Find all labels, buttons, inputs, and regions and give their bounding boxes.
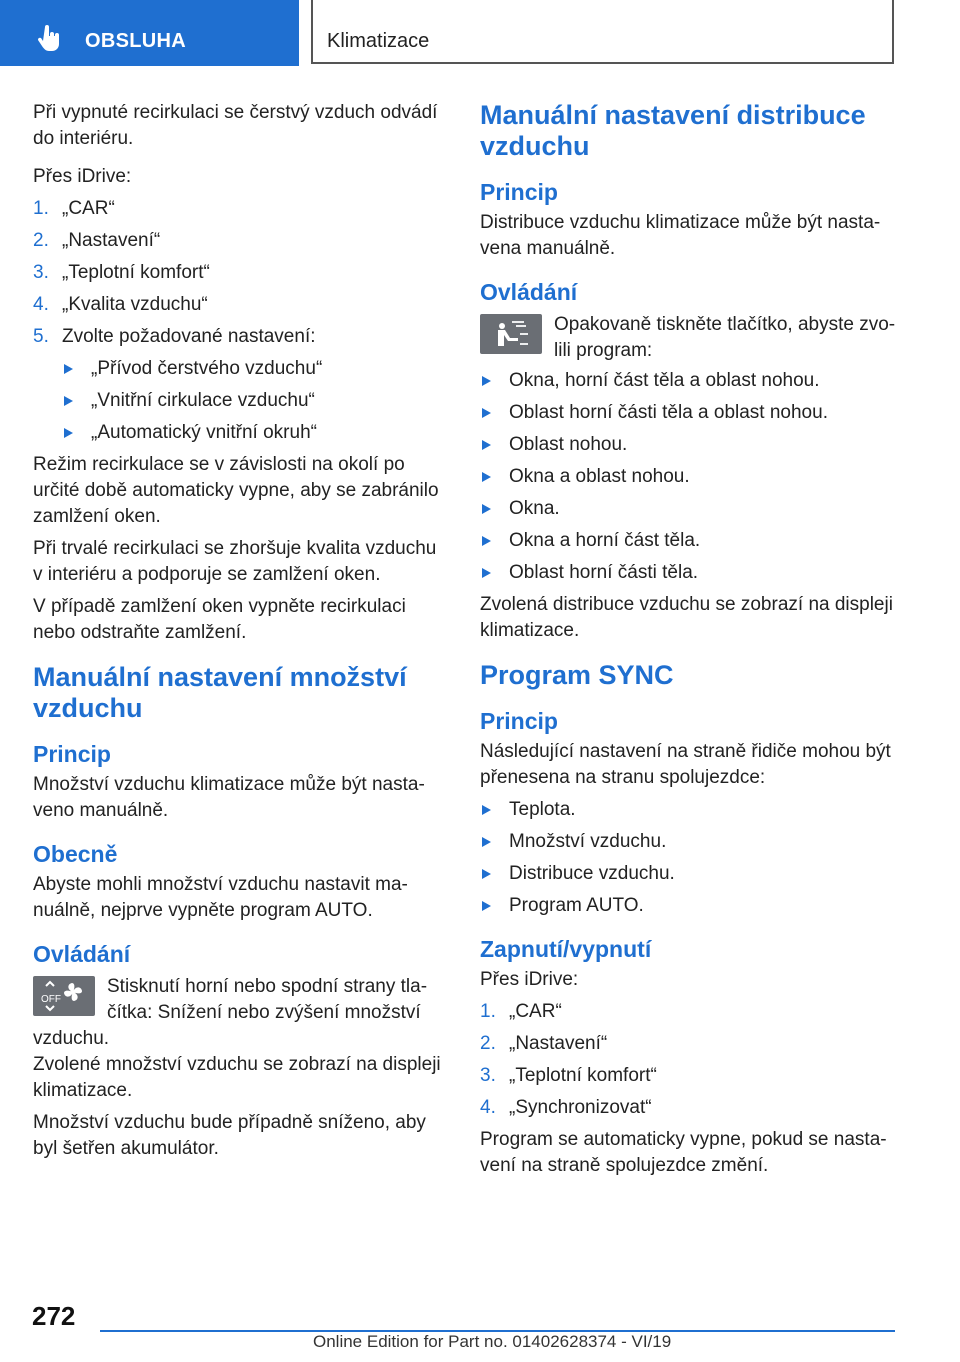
triangle-bullet-icon bbox=[482, 376, 491, 386]
step-number: 1. bbox=[33, 198, 49, 219]
heading-manual-distribution: Manuální nastavení distribuce vzduchu bbox=[480, 100, 866, 161]
step-number: 2. bbox=[33, 230, 49, 251]
step-item bbox=[33, 260, 448, 286]
triangle-bullet-icon bbox=[482, 837, 491, 847]
step-text: „CAR“ bbox=[62, 198, 115, 219]
step-text: „Nastavení“ bbox=[62, 230, 161, 251]
triangle-bullet-icon bbox=[482, 805, 491, 815]
program-text: Okna. bbox=[509, 498, 560, 519]
triangle-bullet-icon bbox=[482, 504, 491, 514]
list-item bbox=[480, 893, 900, 919]
list-item bbox=[480, 560, 900, 586]
sync-item-text: Množství vzduchu. bbox=[509, 831, 667, 852]
triangle-bullet-icon bbox=[482, 901, 491, 911]
triangle-bullet-icon bbox=[482, 408, 491, 418]
heading-obecne: Obecně bbox=[33, 841, 118, 867]
list-item bbox=[480, 368, 900, 394]
step-item bbox=[33, 324, 448, 350]
list-item bbox=[480, 464, 900, 490]
hand-pointer-icon bbox=[36, 24, 64, 52]
triangle-bullet-icon bbox=[64, 428, 73, 438]
step-text: „Kvalita vzduchu“ bbox=[62, 294, 208, 315]
triangle-bullet-icon bbox=[64, 364, 73, 374]
triangle-bullet-icon bbox=[482, 440, 491, 450]
obecne-text: Abyste mohli množství vzduchu nastavit manuálně, nejprve vypněte program AUTO. bbox=[33, 874, 408, 921]
recirc-permanent-text: Při trvalé recirkulaci se zhoršuje kvalita vzduchu v interiéru a podporuje se zamlžení oken. bbox=[33, 538, 437, 585]
step-number: 1. bbox=[480, 1001, 496, 1022]
sync-item-text: Teplota. bbox=[509, 799, 576, 820]
icon-off-text: OFF bbox=[41, 994, 61, 1005]
list-item bbox=[480, 861, 900, 887]
step-item bbox=[480, 1031, 900, 1057]
program-text: Oblast horní části těla. bbox=[509, 562, 699, 583]
heading-sync: Program SYNC bbox=[480, 660, 674, 690]
heading-manual-air-quantity: Manuální nastavení množství vzduchu bbox=[33, 662, 407, 723]
idrive-steps bbox=[33, 196, 448, 350]
triangle-bullet-icon bbox=[482, 568, 491, 578]
ovladani-text: Stisknutí horní nebo spodní strany tlačítka: Snížení nebo zvýšení množství vzduchu. bbox=[33, 976, 428, 1049]
page-number: 272 bbox=[32, 1301, 76, 1331]
step-text: „CAR“ bbox=[509, 1001, 562, 1022]
idrive-steps bbox=[480, 999, 900, 1121]
step-item bbox=[480, 1063, 900, 1089]
edition-footer: Online Edition for Part no. 01402628374 - VI/19 bbox=[313, 1332, 672, 1351]
heading-ovladani: Ovládání bbox=[33, 941, 131, 967]
fan-button-icon bbox=[33, 976, 95, 1016]
display-text: Zvolená distribuce vzduchu se zobrazí na displeji klimatizace. bbox=[480, 594, 893, 641]
chapter-tab[interactable] bbox=[311, 0, 894, 64]
step-text: „Nastavení“ bbox=[509, 1033, 608, 1054]
idrive-intro: Přes iDrive: bbox=[480, 969, 579, 990]
list-item bbox=[480, 496, 900, 522]
ovladani-text: Opakovaně tiskněte tlačítko, abyste zvolili program: bbox=[554, 314, 896, 361]
list-item bbox=[480, 829, 900, 855]
option-text: „Přívod čerstvého vzduchu“ bbox=[91, 358, 323, 379]
step-number: 2. bbox=[480, 1033, 496, 1054]
step-item bbox=[480, 999, 900, 1025]
list-item bbox=[33, 356, 448, 382]
step-item bbox=[33, 196, 448, 222]
step-text: „Teplotní komfort“ bbox=[62, 262, 210, 283]
list-item bbox=[480, 432, 900, 458]
idrive-intro: Přes iDrive: bbox=[33, 166, 132, 187]
program-text: Oblast horní části těla a oblast nohou. bbox=[509, 402, 828, 423]
chapter-label: Klimatizace bbox=[327, 30, 430, 52]
list-item bbox=[33, 388, 448, 414]
display-text: Zvolené množství vzduchu se zobrazí na displeji klimatizace. bbox=[33, 1054, 441, 1101]
list-item bbox=[33, 420, 448, 446]
program-text: Oblast nohou. bbox=[509, 434, 628, 455]
triangle-bullet-icon bbox=[64, 396, 73, 406]
left-column bbox=[33, 100, 448, 1168]
heading-princip: Princip bbox=[480, 179, 558, 205]
heading-ovladani: Ovládání bbox=[480, 279, 578, 305]
program-text: Okna a oblast nohou. bbox=[509, 466, 690, 487]
air-distribution-button-icon bbox=[480, 314, 542, 354]
step-text: Zvolte požadované nastavení: bbox=[62, 326, 316, 347]
distribution-programs bbox=[480, 368, 900, 586]
heading-princip: Princip bbox=[480, 708, 558, 734]
list-item bbox=[480, 400, 900, 426]
sync-off-text: Program se automaticky vypne, pokud se nastavení na straně spolujezdce změní. bbox=[480, 1129, 887, 1176]
recirc-auto-text: Režim recirkulace se v závislosti na okolí po určité době automaticky vypne, aby se zabránilo zamlžení oken. bbox=[33, 454, 439, 527]
step-number: 5. bbox=[33, 326, 49, 347]
option-text: „Vnitřní cirkulace vzduchu“ bbox=[91, 390, 315, 411]
step-item bbox=[33, 292, 448, 318]
triangle-bullet-icon bbox=[482, 869, 491, 879]
step-item bbox=[480, 1095, 900, 1121]
list-item bbox=[480, 797, 900, 823]
battery-text: Množství vzduchu bude případně sníženo, aby byl šetřen akumulátor. bbox=[33, 1112, 426, 1159]
step-number: 4. bbox=[33, 294, 49, 315]
sync-item-text: Distribuce vzduchu. bbox=[509, 863, 675, 884]
section-label: OBSLUHA bbox=[85, 30, 186, 52]
program-text: Okna, horní část těla a oblast nohou. bbox=[509, 370, 820, 391]
heading-princip: Princip bbox=[33, 741, 111, 767]
heading-zapnuti: Zapnutí/vypnutí bbox=[480, 936, 652, 962]
step-number: 3. bbox=[33, 262, 49, 283]
fan-control-block bbox=[33, 974, 448, 1052]
recirc-off-text: Při vypnuté recirkulaci se čerstvý vzduch odvádí do interiéru. bbox=[33, 102, 438, 149]
header-bar bbox=[0, 0, 960, 66]
right-column bbox=[480, 100, 900, 1185]
step-number: 4. bbox=[480, 1097, 496, 1118]
recirc-options bbox=[33, 356, 448, 446]
sync-items bbox=[480, 797, 900, 919]
section-tab[interactable] bbox=[0, 0, 299, 66]
step-text: „Teplotní komfort“ bbox=[509, 1065, 657, 1086]
step-text: „Synchronizovat“ bbox=[509, 1097, 652, 1118]
list-item bbox=[480, 528, 900, 554]
sync-item-text: Program AUTO. bbox=[509, 895, 644, 916]
triangle-bullet-icon bbox=[482, 536, 491, 546]
princip-text: Distribuce vzduchu klimatizace může být nastavena manuálně. bbox=[480, 212, 881, 259]
step-item bbox=[33, 228, 448, 254]
option-text: „Automatický vnitřní okruh“ bbox=[91, 422, 317, 443]
step-number: 3. bbox=[480, 1065, 496, 1086]
program-text: Okna a horní část těla. bbox=[509, 530, 701, 551]
sync-text: Následující nastavení na straně řidiče mohou být přenesena na stranu spolujezdce: bbox=[480, 741, 891, 788]
princip-text: Množství vzduchu klimatizace může být nastaveno manuálně. bbox=[33, 774, 425, 821]
distribution-control-block bbox=[480, 312, 900, 364]
triangle-bullet-icon bbox=[482, 472, 491, 482]
fogging-text: V případě zamlžení oken vypněte recirkulaci nebo odstraňte zamlžení. bbox=[33, 596, 406, 643]
